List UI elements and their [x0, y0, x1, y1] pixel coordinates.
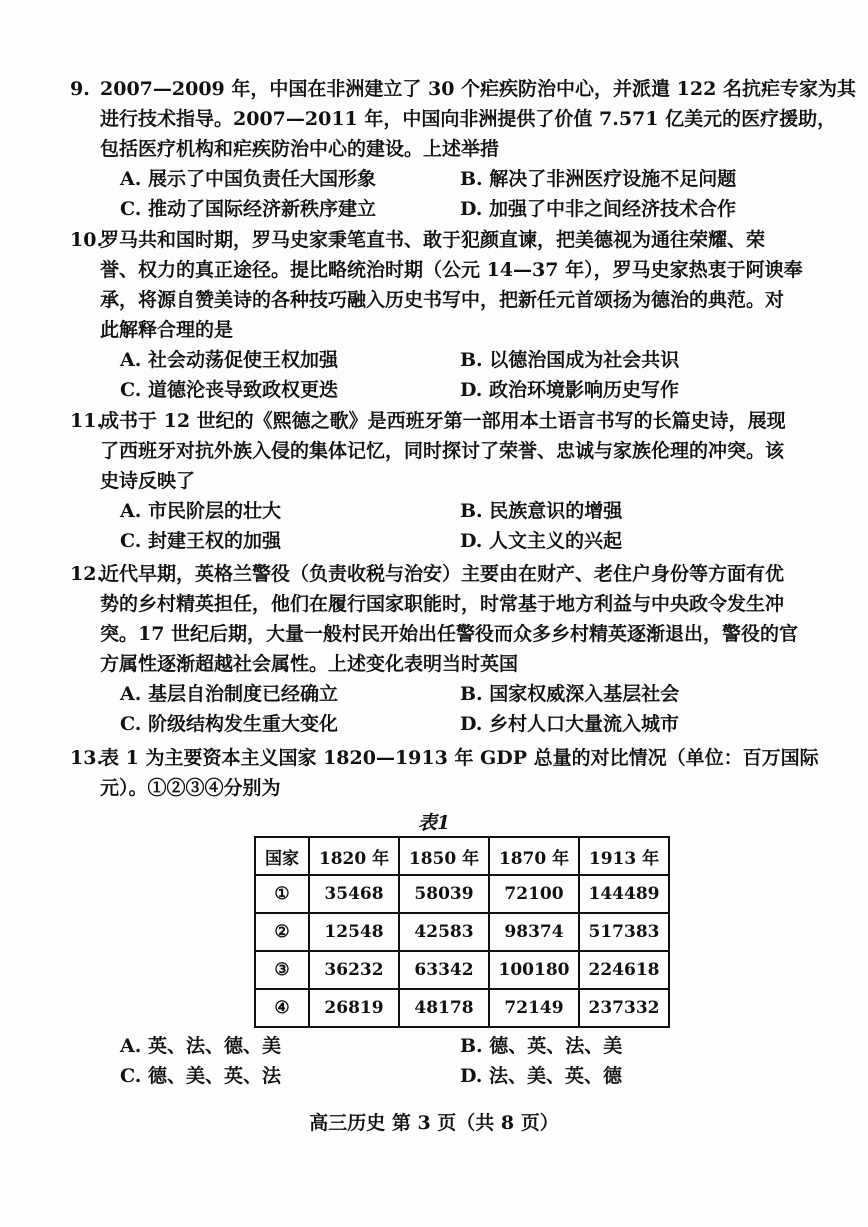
option-a[interactable]: A. 展示了中国负责任大国形象	[120, 168, 376, 190]
question-text-line: 誉、权力的真正途径。提比略统治时期（公元 14—37 年），罗马史家热衷于阿谀奉	[100, 259, 803, 281]
question-10	[70, 225, 803, 345]
option-d[interactable]: D. 加强了中非之间经济技术合作	[460, 198, 737, 220]
question-text-line: 突。17 世纪后期，大量一般村民开始出任警役而众多乡村精英逐渐退出，警役的官	[100, 623, 799, 645]
table-cell: 237332	[579, 989, 669, 1027]
option-a[interactable]: A. 英、法、德、美	[120, 1035, 281, 1057]
options-9	[120, 164, 800, 224]
option-b[interactable]: B. 解决了非洲医疗设施不足问题	[460, 168, 737, 190]
table-header-cell: 1820 年	[309, 837, 399, 875]
table-cell: 72100	[489, 875, 579, 913]
table-header-cell: 1913 年	[579, 837, 669, 875]
table-cell: 48178	[399, 989, 489, 1027]
table-cell: 72149	[489, 989, 579, 1027]
question-text-line: 势的乡村精英担任，他们在履行国家职能时，时常基于地方利益与中央政令发生冲	[100, 593, 785, 615]
question-12	[70, 559, 800, 679]
options-10	[120, 345, 800, 405]
table-cell: 98374	[489, 913, 579, 951]
question-text-line: 表 1 为主要资本主义国家 1820—1913 年 GDP 总量的对比情况（单位：百万国际	[100, 747, 819, 769]
options-12	[120, 679, 800, 739]
table-cell: ③	[255, 951, 309, 989]
question-text-line: 进行技术指导。2007—2011 年，中国向非洲提供了价值 7.571 亿美元的医疗援助，	[100, 108, 837, 130]
question-text-line: 2007—2009 年，中国在非洲建立了 30 个疟疾防治中心，并派遣 122 名抗疟专家为其	[100, 78, 856, 100]
table-row	[255, 951, 669, 989]
option-d[interactable]: D. 政治环境影响历史写作	[460, 379, 680, 401]
table-row	[255, 989, 669, 1027]
option-c[interactable]: C. 道德沦丧导致政权更迭	[120, 379, 339, 401]
question-11	[70, 406, 800, 496]
question-text-line: 方属性逐渐超越社会属性。上述变化表明当时英国	[100, 653, 519, 675]
option-b[interactable]: B. 德、英、法、美	[460, 1035, 623, 1057]
table-cell: 58039	[399, 875, 489, 913]
option-c[interactable]: C. 德、美、英、法	[120, 1065, 282, 1087]
table-header-row	[255, 837, 669, 875]
question-number: 9.	[70, 78, 90, 100]
table-cell: 144489	[579, 875, 669, 913]
table-cell: 12548	[309, 913, 399, 951]
question-number: 10.	[70, 229, 104, 251]
question-text-line: 包括医疗机构和疟疾防治中心的建设。上述举措	[100, 138, 500, 160]
option-c[interactable]: C. 推动了国际经济新秩序建立	[120, 198, 377, 220]
option-b[interactable]: B. 以德治国成为社会共识	[460, 349, 680, 371]
option-c[interactable]: C. 阶级结构发生重大变化	[120, 713, 339, 735]
option-a[interactable]: A. 社会动荡促使王权加强	[120, 349, 338, 371]
table-header-cell: 1870 年	[489, 837, 579, 875]
question-text-line: 成书于 12 世纪的《熙德之歌》是西班牙第一部用本土语言书写的长篇史诗，展现	[100, 410, 786, 432]
table-cell: ④	[255, 989, 309, 1027]
table-row	[255, 913, 669, 951]
gdp-table	[254, 836, 670, 1028]
table-cell: 42583	[399, 913, 489, 951]
option-d[interactable]: D. 人文主义的兴起	[460, 530, 623, 552]
table-cell: 35468	[309, 875, 399, 913]
page-footer: 高三历史 第 3 页（共 8 页）	[309, 1112, 559, 1134]
table-cell: ①	[255, 875, 309, 913]
question-text-line: 近代早期，英格兰警役（负责收税与治安）主要由在财产、老住户身份等方面有优	[100, 563, 785, 585]
option-b[interactable]: B. 民族意识的增强	[460, 500, 623, 522]
question-13	[70, 743, 819, 803]
option-a[interactable]: A. 基层自治制度已经确立	[120, 683, 338, 705]
option-a[interactable]: A. 市民阶层的壮大	[120, 500, 281, 522]
options-11	[120, 496, 800, 556]
table-cell: 36232	[309, 951, 399, 989]
table-title: 表1	[417, 812, 451, 834]
question-text-line: 元）。①②③④分别为	[100, 777, 281, 799]
question-text-line: 此解释合理的是	[100, 319, 234, 341]
table-header-cell: 1850 年	[399, 837, 489, 875]
table-cell: 100180	[489, 951, 579, 989]
option-d[interactable]: D. 乡村人口大量流入城市	[460, 713, 680, 735]
table-cell: 63342	[399, 951, 489, 989]
question-number: 13.	[70, 747, 104, 769]
question-number: 11.	[70, 410, 104, 432]
table-row	[255, 875, 669, 913]
option-d[interactable]: D. 法、美、英、德	[460, 1065, 623, 1087]
option-c[interactable]: C. 封建王权的加强	[120, 530, 282, 552]
question-text-line: 承，将源自赞美诗的各种技巧融入历史书写中，把新任元首颂扬为德治的典范。对	[100, 289, 785, 311]
question-text-line: 史诗反映了	[100, 470, 196, 492]
question-number: 12.	[70, 563, 104, 585]
options-13	[120, 1031, 800, 1091]
question-text-line: 罗马共和国时期，罗马史家秉笔直书、敢于犯颜直谏，把美德视为通往荣耀、荣	[100, 229, 766, 251]
option-b[interactable]: B. 国家权威深入基层社会	[460, 683, 680, 705]
table-cell: 224618	[579, 951, 669, 989]
table-cell: ②	[255, 913, 309, 951]
table-cell: 517383	[579, 913, 669, 951]
table-header-cell: 国家	[255, 837, 309, 875]
table-cell: 26819	[309, 989, 399, 1027]
question-text-line: 了西班牙对抗外族入侵的集体记忆，同时探讨了荣誉、忠诚与家族伦理的冲突。该	[100, 440, 785, 462]
question-9	[70, 74, 856, 164]
